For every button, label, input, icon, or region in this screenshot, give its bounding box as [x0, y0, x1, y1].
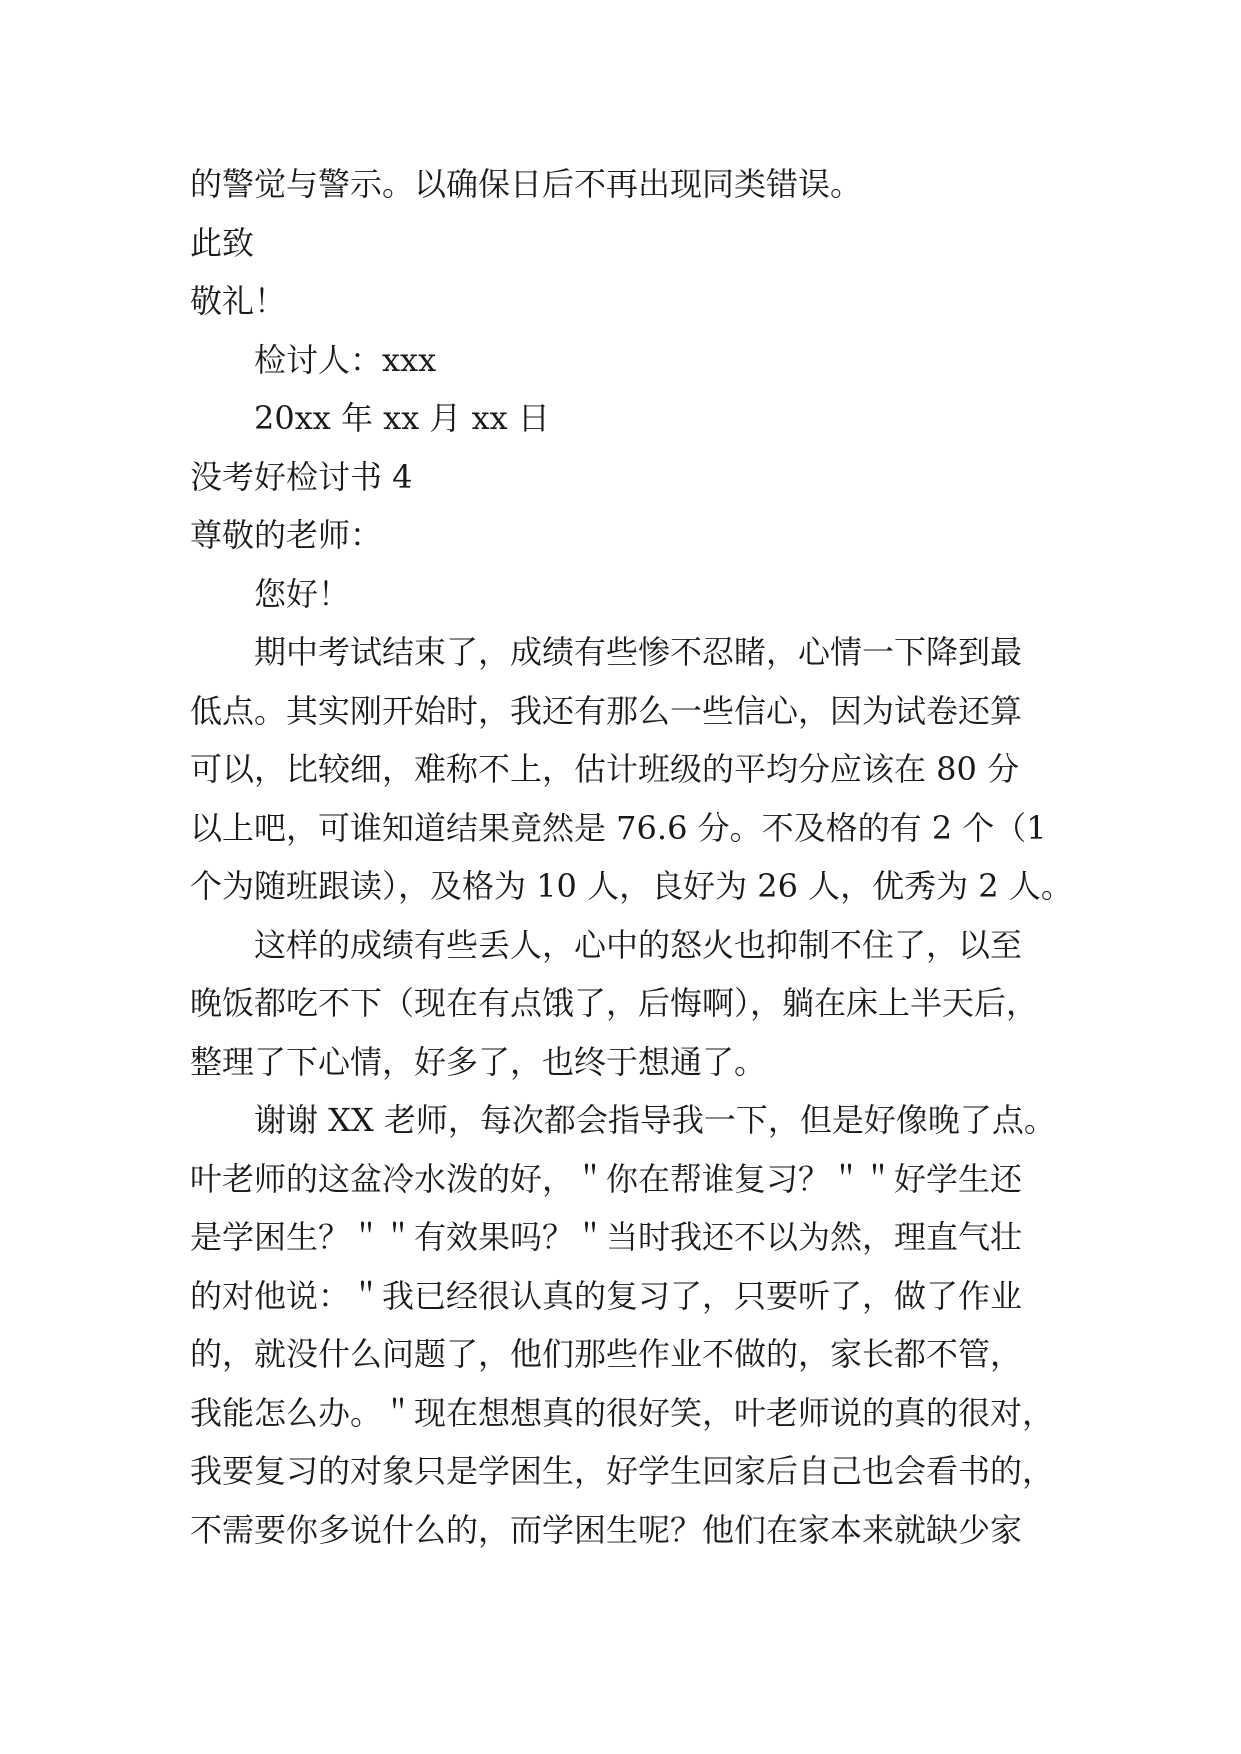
- text-line: 没考好检讨书 4: [190, 457, 413, 496]
- text-line: 的警觉与警示。以确保日后不再出现同类错误。: [190, 165, 863, 203]
- text-line: 整理了下心情，好多了，也终于想通了。: [190, 1042, 767, 1081]
- text-line: 叶老师的这盆冷水泼的好，＂你在帮谁复习？＂＂好学生还: [190, 1159, 1023, 1198]
- text-line: 可以，比较细，难称不上，估计班级的平均分应该在 80 分: [190, 750, 1020, 788]
- text-line: 谢谢 XX 老师，每次都会指导我一下，但是好像晚了点。: [254, 1101, 1056, 1139]
- text-line: 低点。其实刚开始时，我还有那么一些信心，因为试卷还算: [190, 691, 1023, 730]
- text-line: 是学困生？＂＂有效果吗？＂当时我还不以为然，理直气壮: [190, 1218, 1023, 1256]
- text-line: 我能怎么办。＂现在想想真的很好笑，叶老师说的真的很对，: [190, 1393, 1055, 1432]
- text-line: 您好！: [254, 574, 351, 613]
- text-line: 这样的成绩有些丢人，心中的怒火也抑制不住了，以至: [254, 925, 1023, 964]
- text-line: 我要复习的对象只是学困生，好学生回家后自己也会看书的，: [190, 1452, 1055, 1490]
- document-body: [190, 155, 1080, 1559]
- text-line: 的对他说：＂我已经很认真的复习了，只要听了，做了作业: [190, 1276, 1023, 1315]
- text-line: 尊敬的老师：: [190, 516, 383, 554]
- text-line: 20xx 年 xx 月 xx 日: [254, 399, 550, 437]
- text-line: 检讨人：xxx: [254, 340, 437, 379]
- text-line: 不需要你多说什么的，而学困生呢？他们在家本来就缺少家: [190, 1510, 1023, 1549]
- text-line: 以上吧，可谁知道结果竟然是 76.6 分。不及格的有 2 个（1: [190, 808, 1047, 847]
- text-line: 晚饭都吃不下（现在有点饿了，后悔啊），躺在床上半天后，: [190, 984, 1039, 1022]
- text-line: 期中考试结束了，成绩有些惨不忍睹，心情一下降到最: [254, 633, 1023, 671]
- text-line: 个为随班跟读），及格为 10 人，良好为 26 人，优秀为 2 人。: [190, 867, 1073, 905]
- text-line: 敬礼！: [190, 282, 287, 320]
- text-line: 的，就没什么问题了，他们那些作业不做的，家长都不管，: [190, 1335, 1023, 1373]
- text-line: 此致: [190, 223, 255, 262]
